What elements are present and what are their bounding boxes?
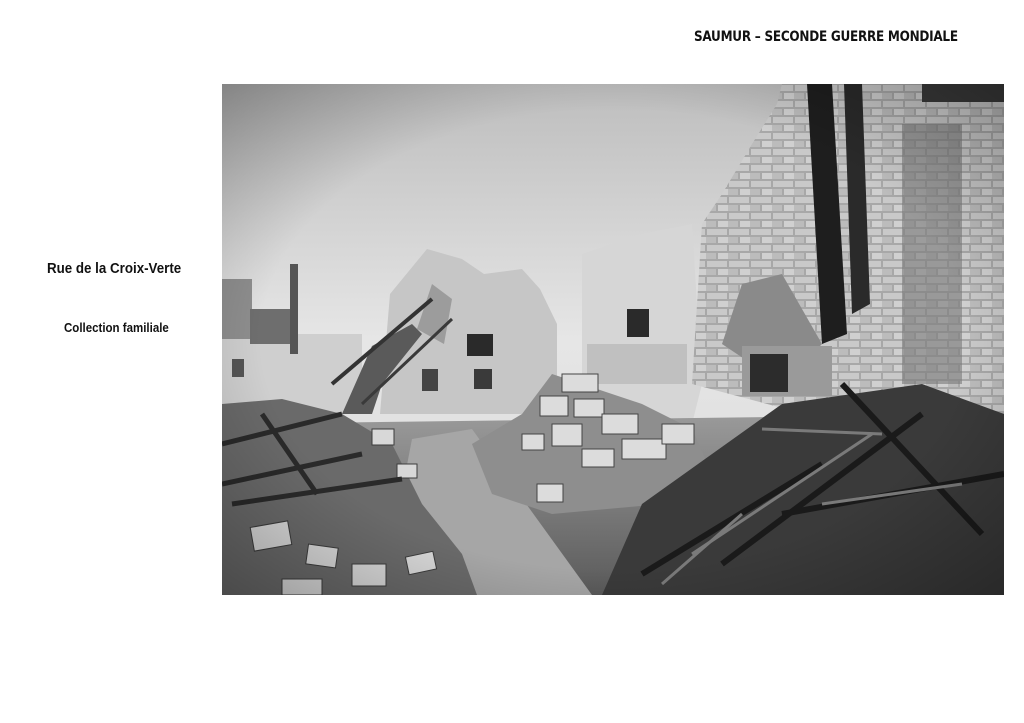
photo-caption-credit: Collection familiale <box>64 321 169 335</box>
historical-photo-ruined-street <box>222 84 1004 595</box>
page-header-title: SAUMUR – SECONDE GUERRE MONDIALE <box>694 29 958 45</box>
photo-illustration <box>222 84 1004 595</box>
photo-caption-title: Rue de la Croix-Verte <box>47 261 182 277</box>
